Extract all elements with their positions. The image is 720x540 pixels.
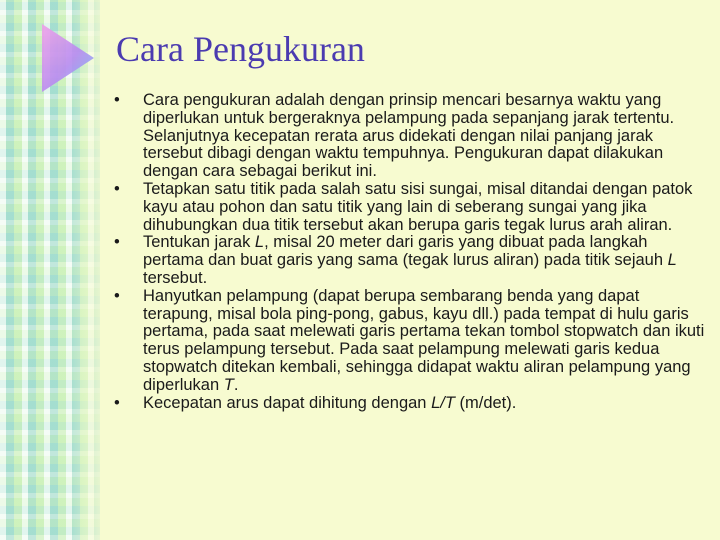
bullet-text: .: [233, 375, 239, 394]
bullet-item: [110, 181, 710, 234]
bullet-text: Kecepatan arus dapat dihitung dengan: [143, 393, 432, 412]
bullet-italic-text: T: [223, 375, 234, 394]
bullet-dot-icon: •: [114, 286, 120, 305]
bullet-text: (m/det).: [454, 393, 517, 412]
bullet-item: [110, 234, 710, 287]
bullet-text: Cara pengukuran adalah dengan prinsip mencari besarnya waktu yang diperlukan untuk bergeraknya pelampung pada sepanjang jarak tertentu. Selanjutnya kecepatan rerata arus didekati dengan nilai panjang jarak tersebut dibagi dengan waktu tempuhnya. Pengukuran dapat dilakukan dengan cara sebagai berikut ini.: [143, 91, 675, 181]
bullet-dot-icon: •: [114, 233, 120, 252]
bullet-item: [110, 395, 710, 413]
bullet-italic-text: L: [667, 251, 677, 270]
bullet-text: Tentukan jarak: [143, 233, 255, 252]
bullet-dot-icon: •: [114, 179, 120, 198]
bullet-text: Hanyutkan pelampung (dapat berupa sembarang benda yang dapat terapung, misal bola ping-pong, gabus, kayu dll.) pada tempat di hulu garis pertama, pada saat melewati garis pertama tekan tombol stopwatch dan ikuti terus pelampung tersebut. Pada saat pelampung melewati garis kedua stopwatch ditekan kembali, sehingga didapat waktu aliran pelampung yang diperlukan: [143, 286, 705, 394]
bullet-item: [110, 288, 710, 395]
bullet-dot-icon: •: [114, 91, 120, 109]
bullet-text: , misal 20 meter dari garis yang dibuat pada langkah pertama dan buat garis yang sama (tegak lurus aliran) pada titik sejauh: [143, 233, 668, 270]
bullet-list: [110, 92, 710, 412]
slide-title: Cara Pengukuran: [116, 29, 365, 69]
triangle-arrow-icon: [40, 22, 96, 94]
bullet-text: Tetapkan satu titik pada salah satu sisi sungai, misal ditandai dengan patok kayu atau pohon dan satu titik yang lain di seberang sungai yang jika dihubungkan dua titik tersebut akan berupa garis tegak lurus arah aliran.: [143, 179, 693, 234]
bullet-dot-icon: •: [114, 393, 120, 412]
bullet-italic-text: L/T: [431, 393, 455, 412]
bullet-item: [110, 92, 710, 181]
bullet-italic-text: L: [254, 233, 265, 252]
bullet-text: tersebut.: [143, 268, 208, 287]
